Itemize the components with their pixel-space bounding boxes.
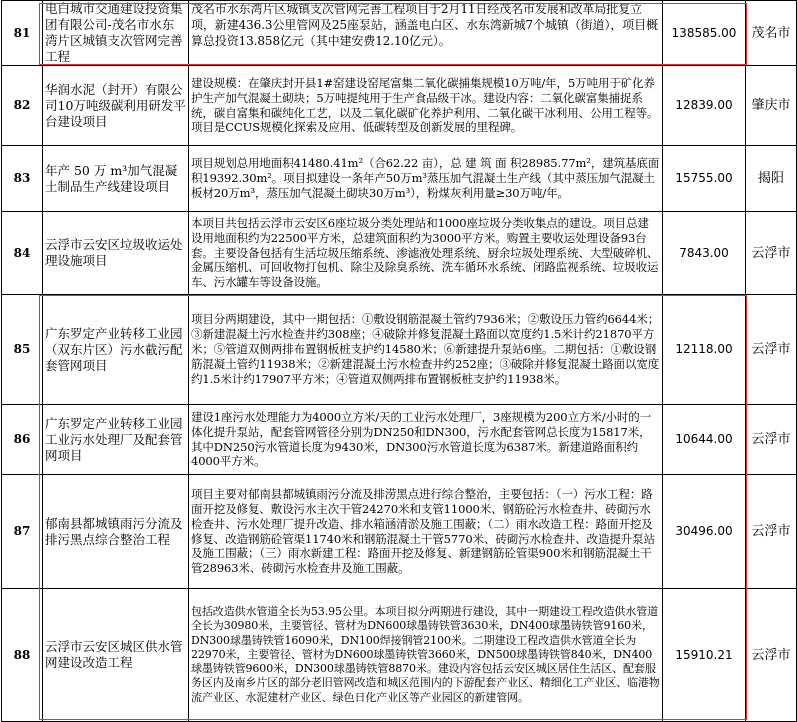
investment-amount: 15755.00: [663, 146, 746, 212]
investment-amount: 7843.00: [663, 212, 746, 295]
city-name: 茂名市: [746, 1, 797, 66]
table-row: [2, 146, 797, 212]
row-number: 83: [2, 146, 43, 212]
table-row: [2, 1, 797, 66]
row-number: 86: [2, 405, 43, 475]
investment-amount: 15910.21: [663, 589, 746, 722]
table-row: [2, 589, 797, 722]
investment-amount: 30496.00: [663, 475, 746, 589]
row-number: 82: [2, 66, 43, 146]
project-name: 广东罗定产业转移工业园工业污水处理厂及配套管网项目: [43, 405, 189, 475]
project-description: 茂名市水东湾片区城镇支次管网完善工程项目于2月11日经茂名市发展和改革局批复立项，新建436.3公里管网及25座泵站，涵盖电白区、水东湾新城7个城镇（街道），项目概算总投资13.858亿元（其中建安费12.10亿元）。: [189, 1, 663, 66]
city-name: 云浮市: [746, 295, 797, 405]
project-description: 项目分两期建设，其中一期包括：①敷设钢筋混凝土管约7936米；②敷设压力管约6644米；③新建混凝土污水检查井约308座；④破除并修复混凝土路面以宽度约1.5米计约21870平方米；⑤管道双侧两排布置钢板桩支护约14580米；⑥新建提升泵站6座。二期包括：①敷设钢筋混凝土管约11938米；②新建混凝土污水检查井约252座；③破除并修复混凝土路面以宽度约1.5米计约17907平方米；④管道双侧两排布置钢板桩支护约11938米。: [189, 295, 663, 405]
city-name: 云浮市: [746, 475, 797, 589]
project-name: 郁南县都城镇雨污分流及排污黑点综合整治工程: [43, 475, 189, 589]
row-number: 84: [2, 212, 43, 295]
project-name: 年产 50 万 m³加气混凝土制品生产线建设项目: [43, 146, 189, 212]
project-description: 建设规模：在肇庆封开县1#窑建设窑尾富集二氧化碳捕集规模10万吨/年，5万吨用于矿化养护生产加气混凝土砌块；5万吨提纯用于生产食品级干冰。建设内容：二氧化碳富集捕捉系统，碳自富集和碳纯化工艺，以及二氧化碳矿化养护利用、二氧化碳干冰利用、公用工程等。项目是CCUS规模化探索及应用、低碳转型及创新发展的里程碑。: [189, 66, 663, 146]
project-description: 建设1座污水处理能力为4000立方米/天的工业污水处理厂，3座规模为200立方米/小时的一体化提升泵站，配套管网管径分别为DN250和DN300，污水配套管网总长度为15817米，其中DN250污水管道长度为9430米，DN300污水管道长度为6387米。新建道路面积约4000平方米。: [189, 405, 663, 475]
city-name: 云浮市: [746, 405, 797, 475]
table-row: [2, 66, 797, 146]
project-description: 项目规划总用地面积41480.41m²（合62.22 亩），总 建 筑 面 积28985.77m²，建筑基底面积19392.30m²。项目拟建设一条年产50万m³蒸压加气混凝土生产线（其中蒸压加气混凝土板材20万m³，蒸压加气混凝土砌块30万m³），粉煤灰利用量≥30万吨/年。: [189, 146, 663, 212]
investment-amount: 12839.00: [663, 66, 746, 146]
city-name: 揭阳: [746, 146, 797, 212]
city-name: 云浮市: [746, 212, 797, 295]
table-row: [2, 405, 797, 475]
row-number: 88: [2, 589, 43, 722]
project-name: 广东罗定产业转移工业园（双东片区）污水截污配套管网项目: [43, 295, 189, 405]
investment-amount: 138585.00: [663, 1, 746, 66]
project-description: 项目主要对郁南县都城镇雨污分流及排涝黑点进行综合整治，主要包括：（一）污水工程：路面开挖及修复、敷设污水主次干管24270米和支管11000米、钢筋砼污水检查井、砖砌污水检查井、污水处理厂提升改造、排水箱涵清淤及施工围蔽；（二）雨水改造工程：路面开挖及修复、改造钢筋砼管渠11740米和钢筋混凝土干管5770米、砖砌污水检查井、改造提升泵站及施工围蔽；（三）雨水新建工程：路面开挖及修复、新建钢筋砼管渠900米和钢筋混凝土干管28963米、砖砌污水检查井及施工围蔽。: [189, 475, 663, 589]
project-description: 包括改造供水管道全长为53.95公里。本项目拟分两期进行建设，其中一期建设工程改造供水管道全长为30980米，主要管径、管材为DN600球墨铸铁管3630米，DN400球墨铸铁管9160米，DN300球墨铸铁管16090米，DN100焊接钢管2100米。二期建设工程改造供水管道全长为22970米，主要管径、管材为DN600球墨铸铁管3660米，DN500球墨铸铁管840米，DN400球墨铸铁管9600米，DN300球墨铸铁管8870米。建设内容包括云安区城区居住生活区、配套服务区内及南乡片区的部分老旧管网改造和城区范围内的下游配套产业区、精细化工产业区、临港物流产业区、水泥建材产业区、绿色日化产业区等产业园区的新建管网。: [189, 589, 663, 722]
row-number: 81: [2, 1, 43, 66]
project-name: 云浮市云安区垃圾收运处理设施项目: [43, 212, 189, 295]
investment-amount: 12118.00: [663, 295, 746, 405]
city-name: 肇庆市: [746, 66, 797, 146]
table-row: [2, 295, 797, 405]
project-name: 电白城市交通建设投资集团有限公司-茂名市水东湾片区城镇支次管网完善工程: [43, 1, 189, 66]
project-table: [1, 0, 797, 722]
project-name: 华润水泥（封开）有限公司10万吨级碳利用研发平台建设项目: [43, 66, 189, 146]
table-row: [2, 475, 797, 589]
row-number: 85: [2, 295, 43, 405]
project-description: 本项目共包括云浮市云安区6座垃圾分类处理站和1000座垃圾分类收集点的建设。项目总建设用地面积约为22500平方米，总建筑面积约为3000平方米。购置主要收运处理设备93台套。主要设备包括有生活垃圾压缩系统、渗滤液处理系统、厨余垃圾处理系统、大型破碎机、金属压缩机、可回收物打包机、除尘及除臭系统、洗车循环水系统、闭路监视系统、垃圾收运车、污水罐车等设备设施。: [189, 212, 663, 295]
table-row: [2, 212, 797, 295]
investment-amount: 10644.00: [663, 405, 746, 475]
city-name: 云浮市: [746, 589, 797, 722]
row-number: 87: [2, 475, 43, 589]
project-name: 云浮市云安区城区供水管网建设改造工程: [43, 589, 189, 722]
